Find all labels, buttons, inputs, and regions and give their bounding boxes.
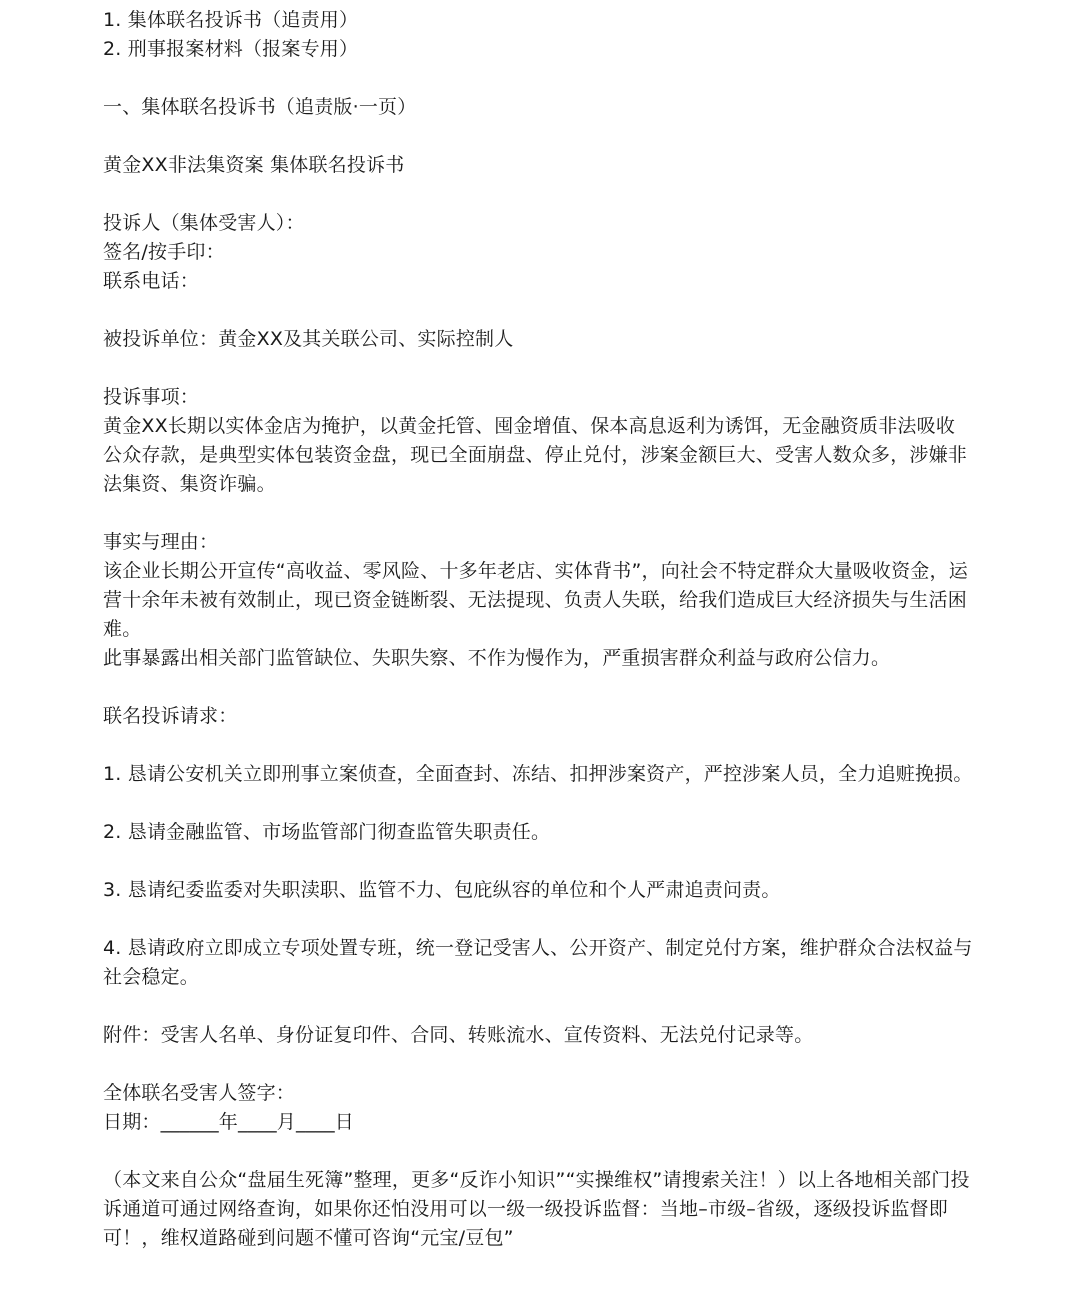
phone-label: 联系电话： [103,270,200,292]
spacer [103,905,973,934]
request-item-4: 4. 恳请政府立即成立专项处置专班，统一登记受害人、公开资产、制定兑付方案，维护群众合法权益与社会稳定。 [103,937,973,988]
spacer [103,180,973,209]
complainant-label: 投诉人（集体受害人）： [103,212,305,234]
spacer [103,847,973,876]
date-line: 日期：______年____月____日 [103,1111,355,1133]
facts-heading: 事实与理由： [103,531,219,553]
request-item-3: 3. 恳请纪委监委对失职渎职、监管不力、包庇纵容的单位和个人严肃追责问责。 [103,879,781,901]
matters-body: 黄金XX长期以实体金店为掩护，以黄金托管、囤金增值、保本高息返利为诱饵，无金融资质非法吸收公众存款，是典型实体包装资金盘，现已全面崩盘、停止兑付，涉案金额巨大、受害人数众多，涉嫌非法集资、集资诈骗。 [103,415,968,495]
toc-item-2: 2. 刑事报案材料（报案专用） [103,38,359,60]
facts-body: 该企业长期公开宣传“高收益、零风险、十多年老店、实体背书”，向社会不特定群众大量吸收资金，运营十余年未被有效制止，现已资金链断裂、无法提现、负责人失联，给我们造成巨大经济损失与生活困难。 [103,560,968,640]
requests-heading: 联名投诉请求： [103,705,238,727]
spacer [103,1050,973,1079]
spacer [103,499,973,528]
spacer [103,354,973,383]
toc-item-1: 1. 集体联名投诉书（追责用） [103,9,359,31]
signing-label: 全体联名受害人签字： [103,1082,296,1104]
footer-note: （本文来自公众“盘届生死簿”整理，更多“反诈小知识”“实操维权”请搜索关注！）以上各地相关部门投诉通道可通过网络查询，如果你还怕没用可以一级一级投诉监督：当地–市级–省级，逐级投诉监督即可！，维权道路碰到问题不懂可咨询“元宝/豆包” [103,1169,970,1249]
document-title: 黄金XX非法集资案 集体联名投诉书 [103,154,405,176]
spacer [103,122,973,151]
section-heading: 一、集体联名投诉书（追责版·一页） [103,96,417,118]
document-body [103,6,973,1253]
spacer [103,992,973,1021]
facts-body-2: 此事暴露出相关部门监管缺位、失职失察、不作为慢作为，严重损害群众利益与政府公信力。 [103,647,891,669]
spacer [103,731,973,760]
spacer [103,673,973,702]
spacer [103,296,973,325]
spacer [103,1137,973,1166]
matters-heading: 投诉事项： [103,386,200,408]
spacer [103,64,973,93]
spacer [103,789,973,818]
attachments: 附件：受害人名单、身份证复印件、合同、转账流水、宣传资料、无法兑付记录等。 [103,1024,814,1046]
request-item-2: 2. 恳请金融监管、市场监管部门彻查监管失职责任。 [103,821,551,843]
respondent: 被投诉单位：黄金XX及其关联公司、实际控制人 [103,328,514,350]
signature-label: 签名/按手印： [103,241,225,263]
request-item-1: 1. 恳请公安机关立即刑事立案侦查，全面查封、冻结、扣押涉案资产，严控涉案人员，全力追赃挽损。 [103,763,973,785]
